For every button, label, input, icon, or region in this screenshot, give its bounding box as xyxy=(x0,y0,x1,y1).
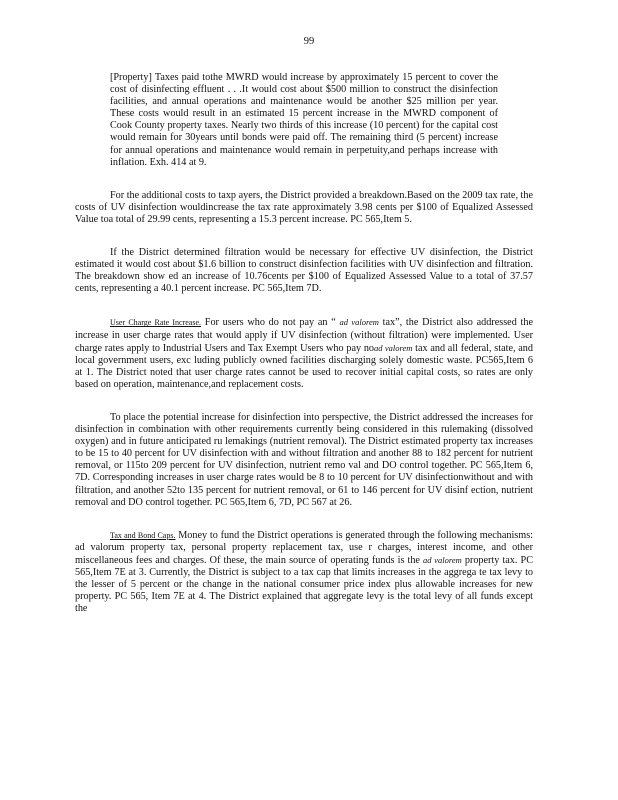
paragraph-tax-bond-caps: Tax and Bond Caps. Money to fund the District operations is generated through the following mechanisms: ad valorum property tax, personal property replacement tax, use r charges, interest income, and other miscellaneous fees and charges. Of these, the main source of operating funds is the ad valorem property tax. PC 565,Item 7E at 3. Currently, the District is subject to a tax cap that limits increases in the aggrega te tax levy to the lesser of 5 percent or the change in the national consumer price index plus allowable increases for new property. PC 565, Item 7E at 4. The District explained that aggregate levy is the total levy of all funds except the xyxy=(75,529,534,615)
document-body xyxy=(75,72,533,615)
page-number: 99 xyxy=(303,36,315,47)
block-quote: [Property] Taxes paid tothe MWRD would increase by approximately 15 percent to cover the cost of disinfecting effluent . . .It would cost about $500 million to construct the disinfection facilities, and annual operations and maintenance would be another $25 million per year. These costs would result in an estimated 15 percent increase in the MWRD component of Cook County property taxes. Nearly two thirds of this increase (10 percent) for the capital cost would remain for 30years until bonds were paid off. The remaining third (5 percent) increase for annual operations and maintenance would remain in perpetuity,and perhaps increase with inflation. Exh. 414 at 9. xyxy=(110,72,498,168)
section-heading-user-charge: User Charge Rate Increase. xyxy=(110,318,202,328)
paragraph-filtration-costs: If the District determined filtration would be necessary for effective UV disinfection, the District estimated it would cost about $1.6 billion to construct disinfection facilities with UV disinfection and filtration. The breakdown show ed an increase of 10.76cents per $100 of Equalized Assessed Value to a total of 37.57 cents, representing a 40.1 percent increase. PC 565,Item 7D. xyxy=(75,247,533,295)
paragraph-user-charge: User Charge Rate Increase. For users who do not pay an “ ad valorem tax”, the District also addressed the increase in user charge rates that would apply if UV disinfection (without filtration) were implemented. User charge rates apply to Industrial Users and Tax Exempt Users who pay noad valorem tax and all federal, state, and local government users, exc luding publicly owned facilities discharging solely domestic waste. PC565,Item 6 at 1. The District noted that user charge rates cannot be used to recover initial capital costs, so rates are only based on operation, maintenance,and replacement costs. xyxy=(75,317,533,390)
paragraph-perspective: To place the potential increase for disinfection into perspective, the District addressed the increases for disinfection in combination with other requirements currently being considered in this rulemaking (dissolved oxygen) and in future anticipated ru lemakings (nutrient removal). The District estimated property tax increases to be 15 to 40 percent for UV disinfection with and without filtration and another 88 to 182 percent for nutrient removal, or 115to 209 percent for UV disinfection, nutrient remo val and DO control together. PC 565,Item 6, 7D. Corresponding increases in user charge rates would be 8 to 10 percent for UV disinfectionwithout and with filtration, and another 52to 135 percent for nutrient removal, or 61 to 146 percent for UV disinf ection, nutrient removal and DO control together. PC 565,Item 6, 7D, PC 567 at 26. xyxy=(75,411,533,508)
paragraph-taxpayer-costs: For the additional costs to taxp ayers, the District provided a breakdown.Based on the 2009 tax rate, the costs of UV disinfection wouldincrease the tax rate approximately 3.98 cents per $100 of Equalized Assessed Value toa total of 29.99 cents, representing a 15.3 percent increase. PC 565,Item 5. xyxy=(75,189,533,225)
section-heading-tax-bond-caps: Tax and Bond Caps. xyxy=(110,530,176,540)
